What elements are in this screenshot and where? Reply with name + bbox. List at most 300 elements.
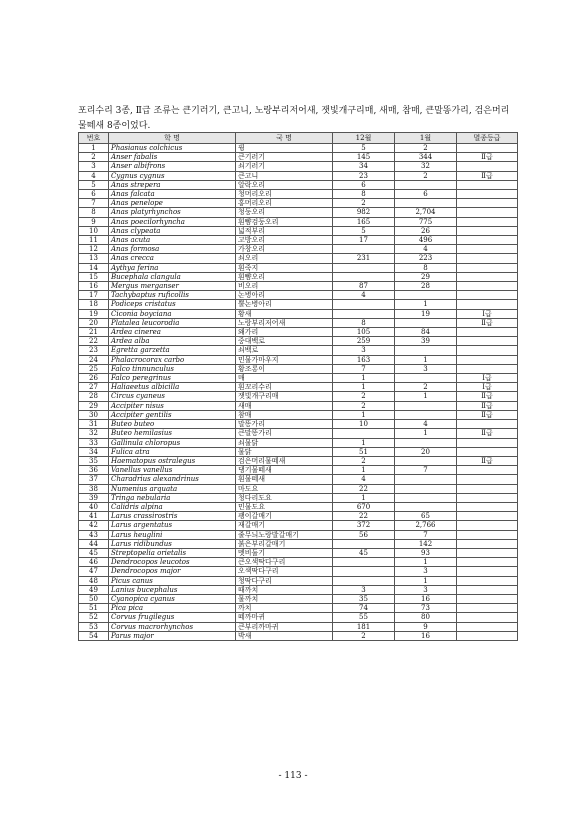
scientific-name: Circus cyaneus [109, 392, 236, 401]
january-count: 142 [395, 539, 457, 548]
row-number: 25 [79, 364, 109, 373]
endangered-grade: Ⅱ급 [457, 392, 518, 401]
january-count: 1 [395, 392, 457, 401]
species-table [78, 132, 518, 641]
table-row [79, 254, 518, 263]
endangered-grade [457, 585, 518, 594]
january-count: 26 [395, 226, 457, 235]
endangered-grade [457, 282, 518, 291]
december-count: 1 [333, 466, 395, 475]
header-number: 번호 [79, 133, 109, 144]
table-row [79, 585, 518, 594]
row-number: 22 [79, 337, 109, 346]
korean-name: 흰뺨검둥오리 [236, 217, 333, 226]
row-number: 26 [79, 374, 109, 383]
korean-name: 흰뺨오리 [236, 272, 333, 281]
korean-name: 황새 [236, 309, 333, 318]
december-count: 145 [333, 153, 395, 162]
korean-name: 때까치 [236, 585, 333, 594]
december-count: 2 [333, 199, 395, 208]
december-count: 56 [333, 530, 395, 539]
january-count: 20 [395, 447, 457, 456]
endangered-grade [457, 539, 518, 548]
scientific-name: Parus major [109, 631, 236, 640]
december-count: 163 [333, 355, 395, 364]
row-number: 30 [79, 410, 109, 419]
table-row [79, 318, 518, 327]
scientific-name: Tachybaptus ruficollis [109, 291, 236, 300]
korean-name: 말똥가리 [236, 420, 333, 429]
january-count [395, 291, 457, 300]
korean-name: 흰꼬리수리 [236, 383, 333, 392]
row-number: 24 [79, 355, 109, 364]
korean-name: 중대백로 [236, 337, 333, 346]
december-count: 1 [333, 410, 395, 419]
january-count: 1 [395, 429, 457, 438]
table-row [79, 300, 518, 309]
scientific-name: Fulica atra [109, 447, 236, 456]
korean-name: 쇠기러기 [236, 162, 333, 171]
endangered-grade [457, 420, 518, 429]
table-row [79, 484, 518, 493]
korean-name: 물닭 [236, 447, 333, 456]
endangered-grade [457, 558, 518, 567]
korean-name: 쇠오리 [236, 254, 333, 263]
table-row [79, 180, 518, 189]
december-count: 2 [333, 456, 395, 465]
december-count: 4 [333, 291, 395, 300]
endangered-grade [457, 180, 518, 189]
korean-name: 쇠백로 [236, 346, 333, 355]
scientific-name: Podiceps cristatus [109, 300, 236, 309]
december-count: 87 [333, 282, 395, 291]
row-number: 47 [79, 567, 109, 576]
scientific-name: Anas strepera [109, 180, 236, 189]
scientific-name: Gallinula chloropus [109, 438, 236, 447]
december-count: 8 [333, 318, 395, 327]
january-count [395, 438, 457, 447]
scientific-name: Phasianus colchicus [109, 144, 236, 153]
table-row [79, 420, 518, 429]
endangered-grade: Ⅱ급 [457, 318, 518, 327]
row-number: 36 [79, 466, 109, 475]
endangered-grade [457, 144, 518, 153]
scientific-name: Calidris alpina [109, 502, 236, 511]
january-count: 775 [395, 217, 457, 226]
table-row [79, 502, 518, 511]
january-count: 7 [395, 466, 457, 475]
scientific-name: Haematopus ostralegus [109, 456, 236, 465]
scientific-name: Tringa nebularia [109, 493, 236, 502]
endangered-grade [457, 162, 518, 171]
january-count: 4 [395, 245, 457, 254]
scientific-name: Streptopelia orietalis [109, 548, 236, 557]
intro-paragraph: 포리수리 3종, Ⅱ급 조류는 큰기러기, 큰고니, 노랑부리저어새, 잿빛개구리매, 새매, 참매, 큰말똥가리, 검은머리물떼새 8종이었다. [78, 106, 510, 131]
table-row [79, 429, 518, 438]
row-number: 49 [79, 585, 109, 594]
scientific-name: Anser albifrons [109, 162, 236, 171]
endangered-grade [457, 521, 518, 530]
december-count: 5 [333, 144, 395, 153]
endangered-grade [457, 567, 518, 576]
december-count: 1 [333, 383, 395, 392]
row-number: 23 [79, 346, 109, 355]
scientific-name: Dendrocopos major [109, 567, 236, 576]
december-count: 4 [333, 475, 395, 484]
january-count: 6 [395, 190, 457, 199]
korean-name: 가창오리 [236, 245, 333, 254]
table-row [79, 447, 518, 456]
row-number: 17 [79, 291, 109, 300]
endangered-grade [457, 245, 518, 254]
endangered-grade: Ⅱ급 [457, 401, 518, 410]
endangered-grade: Ⅱ급 [457, 429, 518, 438]
scientific-name: Cygnus cygnus [109, 171, 236, 180]
december-count [333, 272, 395, 281]
table-row [79, 594, 518, 603]
korean-name: 큰부리까마귀 [236, 622, 333, 631]
december-count: 3 [333, 585, 395, 594]
row-number: 31 [79, 420, 109, 429]
table-header-row [79, 133, 518, 144]
scientific-name: Numenius arquata [109, 484, 236, 493]
row-number: 14 [79, 263, 109, 272]
row-number: 28 [79, 392, 109, 401]
scientific-name: Lanius bucephalus [109, 585, 236, 594]
december-count: 6 [333, 180, 395, 189]
scientific-name: Anas falcata [109, 190, 236, 199]
january-count: 16 [395, 631, 457, 640]
endangered-grade [457, 190, 518, 199]
endangered-grade [457, 355, 518, 364]
december-count [333, 567, 395, 576]
row-number: 10 [79, 226, 109, 235]
january-count [395, 401, 457, 410]
scientific-name: Ardea alba [109, 337, 236, 346]
korean-name: 붉은부리갈매기 [236, 539, 333, 548]
december-count: 1 [333, 374, 395, 383]
january-count [395, 346, 457, 355]
december-count [333, 539, 395, 548]
scientific-name: Anas clypeata [109, 226, 236, 235]
january-count: 84 [395, 328, 457, 337]
endangered-grade [457, 484, 518, 493]
row-number: 50 [79, 594, 109, 603]
january-count: 19 [395, 309, 457, 318]
december-count [333, 309, 395, 318]
scientific-name: Accipiter gentilis [109, 410, 236, 419]
korean-name: 흰죽지 [236, 263, 333, 272]
korean-name: 물까치 [236, 594, 333, 603]
endangered-grade [457, 576, 518, 585]
scientific-name: Larus ridibundus [109, 539, 236, 548]
korean-name: 꿩 [236, 144, 333, 153]
december-count: 2 [333, 631, 395, 640]
december-count: 35 [333, 594, 395, 603]
row-number: 19 [79, 309, 109, 318]
row-number: 11 [79, 236, 109, 245]
table-row [79, 355, 518, 364]
scientific-name: Bucephala clangula [109, 272, 236, 281]
january-count: 3 [395, 364, 457, 373]
korean-name: 댕기물떼새 [236, 466, 333, 475]
row-number: 34 [79, 447, 109, 456]
january-count [395, 374, 457, 383]
row-number: 48 [79, 576, 109, 585]
scientific-name: Ciconia boyciana [109, 309, 236, 318]
korean-name: 민물가마우지 [236, 355, 333, 364]
table-row [79, 530, 518, 539]
january-count [395, 456, 457, 465]
december-count: 55 [333, 613, 395, 622]
december-count [333, 245, 395, 254]
header-scientific-name: 학 명 [109, 133, 236, 144]
endangered-grade [457, 364, 518, 373]
korean-name: 참매 [236, 410, 333, 419]
table-row [79, 364, 518, 373]
row-number: 9 [79, 217, 109, 226]
january-count: 2,766 [395, 521, 457, 530]
january-count: 65 [395, 512, 457, 521]
endangered-grade [457, 493, 518, 502]
endangered-grade [457, 337, 518, 346]
table-row [79, 567, 518, 576]
scientific-name: Anas penelope [109, 199, 236, 208]
row-number: 27 [79, 383, 109, 392]
korean-name: 청머리오리 [236, 190, 333, 199]
table-row [79, 291, 518, 300]
row-number: 15 [79, 272, 109, 281]
table-row [79, 374, 518, 383]
korean-name: 매 [236, 374, 333, 383]
korean-name: 노랑부리저어새 [236, 318, 333, 327]
endangered-grade [457, 631, 518, 640]
korean-name: 쇠물닭 [236, 438, 333, 447]
scientific-name: Larus argentatus [109, 521, 236, 530]
january-count: 2,704 [395, 208, 457, 217]
scientific-name: Vanellus vanellus [109, 466, 236, 475]
korean-name: 황조롱이 [236, 364, 333, 373]
december-count: 3 [333, 346, 395, 355]
korean-name: 멧비둘기 [236, 548, 333, 557]
scientific-name: Pica pica [109, 604, 236, 613]
table-body [79, 144, 518, 641]
endangered-grade [457, 502, 518, 511]
table-row [79, 236, 518, 245]
table-row [79, 539, 518, 548]
december-count [333, 558, 395, 567]
december-count: 372 [333, 521, 395, 530]
scientific-name: Corvus macrorhynchos [109, 622, 236, 631]
january-count [395, 493, 457, 502]
table-row [79, 383, 518, 392]
korean-name: 비오리 [236, 282, 333, 291]
december-count [333, 300, 395, 309]
table-row [79, 512, 518, 521]
row-number: 40 [79, 502, 109, 511]
december-count: 2 [333, 392, 395, 401]
table-row [79, 328, 518, 337]
table-row [79, 521, 518, 530]
table-row [79, 226, 518, 235]
table-row [79, 401, 518, 410]
january-count: 1 [395, 355, 457, 364]
january-count: 1 [395, 558, 457, 567]
row-number: 20 [79, 318, 109, 327]
december-count: 1 [333, 438, 395, 447]
row-number: 38 [79, 484, 109, 493]
row-number: 44 [79, 539, 109, 548]
table-row [79, 493, 518, 502]
scientific-name: Corvus frugilegus [109, 613, 236, 622]
table-row [79, 631, 518, 640]
january-count: 3 [395, 585, 457, 594]
korean-name: 재갈매기 [236, 521, 333, 530]
table-row [79, 162, 518, 171]
endangered-grade [457, 254, 518, 263]
row-number: 13 [79, 254, 109, 263]
endangered-grade [457, 594, 518, 603]
scientific-name: Phalacrocorax carbo [109, 355, 236, 364]
scientific-name: Aythya ferina [109, 263, 236, 272]
endangered-grade [457, 438, 518, 447]
january-count: 32 [395, 162, 457, 171]
endangered-grade [457, 447, 518, 456]
endangered-grade [457, 604, 518, 613]
scientific-name: Anas poecilorhyncha [109, 217, 236, 226]
december-count: 2 [333, 401, 395, 410]
january-count: 2 [395, 144, 457, 153]
december-count: 22 [333, 484, 395, 493]
endangered-grade: Ⅰ급 [457, 383, 518, 392]
december-count [333, 263, 395, 272]
table-row [79, 272, 518, 281]
row-number: 2 [79, 153, 109, 162]
table-row [79, 199, 518, 208]
korean-name: 떼까마귀 [236, 613, 333, 622]
scientific-name: Cyanopica cyanus [109, 594, 236, 603]
table-row [79, 144, 518, 153]
december-count: 259 [333, 337, 395, 346]
scientific-name: Accipiter nisus [109, 401, 236, 410]
table-row [79, 613, 518, 622]
scientific-name: Anas acuta [109, 236, 236, 245]
january-count: 39 [395, 337, 457, 346]
table-row [79, 171, 518, 180]
scientific-name: Larus crassirostris [109, 512, 236, 521]
korean-name: 잿빛개구리매 [236, 392, 333, 401]
scientific-name: Haliaeetus albicilla [109, 383, 236, 392]
december-count: 982 [333, 208, 395, 217]
korean-name: 왜가리 [236, 328, 333, 337]
korean-name: 청다리도요 [236, 493, 333, 502]
endangered-grade [457, 272, 518, 281]
scientific-name: Picus canus [109, 576, 236, 585]
january-count [395, 410, 457, 419]
korean-name: 큰오색딱다구리 [236, 558, 333, 567]
december-count: 7 [333, 364, 395, 373]
row-number: 43 [79, 530, 109, 539]
january-count [395, 484, 457, 493]
january-count: 2 [395, 171, 457, 180]
january-count: 496 [395, 236, 457, 245]
row-number: 7 [79, 199, 109, 208]
header-endangered-grade: 멸종등급 [457, 133, 518, 144]
january-count: 16 [395, 594, 457, 603]
scientific-name: Larus heuglini [109, 530, 236, 539]
december-count: 181 [333, 622, 395, 631]
january-count: 9 [395, 622, 457, 631]
january-count [395, 475, 457, 484]
endangered-grade [457, 530, 518, 539]
december-count: 23 [333, 171, 395, 180]
row-number: 21 [79, 328, 109, 337]
endangered-grade [457, 217, 518, 226]
endangered-grade: Ⅱ급 [457, 153, 518, 162]
december-count: 670 [333, 502, 395, 511]
january-count: 73 [395, 604, 457, 613]
scientific-name: Anas platyrhynchos [109, 208, 236, 217]
table-row [79, 153, 518, 162]
korean-name: 고방오리 [236, 236, 333, 245]
row-number: 41 [79, 512, 109, 521]
endangered-grade [457, 226, 518, 235]
korean-name: 뿔논병아리 [236, 300, 333, 309]
scientific-name: Ardea cinerea [109, 328, 236, 337]
january-count: 28 [395, 282, 457, 291]
january-count: 93 [395, 548, 457, 557]
endangered-grade [457, 236, 518, 245]
row-number: 18 [79, 300, 109, 309]
endangered-grade: Ⅱ급 [457, 456, 518, 465]
row-number: 29 [79, 401, 109, 410]
row-number: 51 [79, 604, 109, 613]
endangered-grade [457, 613, 518, 622]
table-row [79, 456, 518, 465]
row-number: 37 [79, 475, 109, 484]
december-count: 1 [333, 493, 395, 502]
january-count [395, 199, 457, 208]
january-count: 1 [395, 576, 457, 585]
january-count: 1 [395, 300, 457, 309]
december-count: 51 [333, 447, 395, 456]
row-number: 4 [79, 171, 109, 180]
page-number: - 113 - [278, 771, 308, 781]
table-row [79, 245, 518, 254]
endangered-grade [457, 263, 518, 272]
scientific-name: Anas crecca [109, 254, 236, 263]
header-january: 1월 [395, 133, 457, 144]
scientific-name: Charadrius alexandrinus [109, 475, 236, 484]
korean-name: 민물도요 [236, 502, 333, 511]
table-row [79, 337, 518, 346]
korean-name: 박새 [236, 631, 333, 640]
endangered-grade: Ⅰ급 [457, 374, 518, 383]
table-row [79, 263, 518, 272]
table-row [79, 475, 518, 484]
header-december: 12월 [333, 133, 395, 144]
table-row [79, 392, 518, 401]
table-row [79, 190, 518, 199]
table-row [79, 208, 518, 217]
row-number: 3 [79, 162, 109, 171]
january-count [395, 502, 457, 511]
table-row [79, 438, 518, 447]
korean-name: 큰기러기 [236, 153, 333, 162]
table-row [79, 282, 518, 291]
december-count: 165 [333, 217, 395, 226]
row-number: 1 [79, 144, 109, 153]
